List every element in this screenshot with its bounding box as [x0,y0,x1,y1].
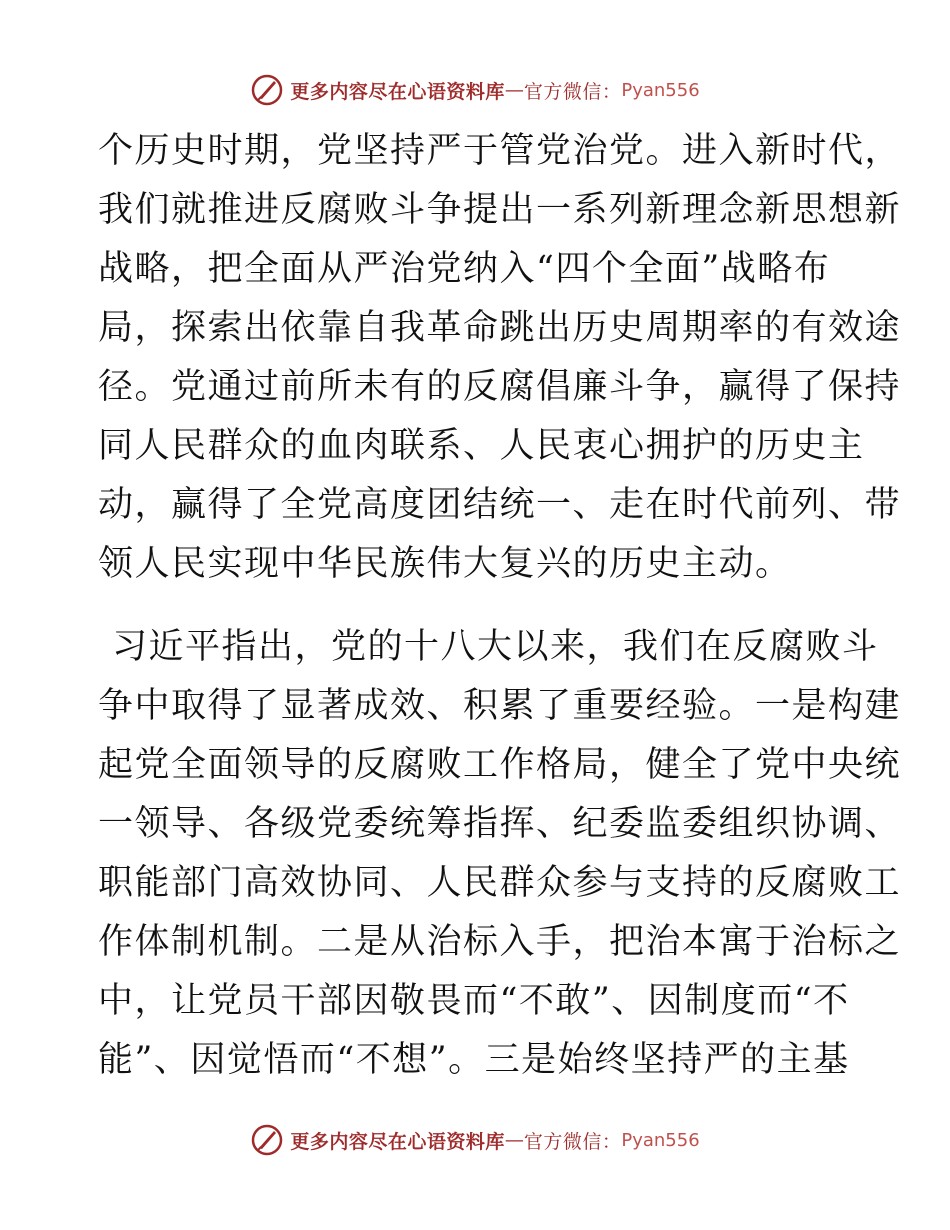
document-body [98,122,902,1090]
text-line: 径。党通过前所未有的反腐倡廉斗争，赢得了保持 [98,367,902,407]
text-line: 领人民实现中华民族伟大复兴的历史主动。 [98,544,792,584]
text-line: 作体制机制。二是从治标入手，把治本寓于治标之 [98,922,902,962]
footer-wechat-label: 官方微信： [523,1130,622,1153]
text-line: 能”、因觉悟而“不想”。三是始终坚持严的主基 [98,1040,850,1080]
footer-site-text: 更多内容尽在心语资料库 [290,1130,505,1153]
text-line: 同人民群众的血肉联系、人民衷心拥护的历史主 [98,426,865,466]
text-line: 起党全面领导的反腐败工作格局，健全了党中央统 [98,745,902,785]
quill-logo-icon [250,73,284,107]
text-line: 职能部门高效协同、人民群众参与支持的反腐败工 [98,863,902,903]
text-line: 动，赢得了全党高度团结统一、走在时代前列、带 [98,485,902,525]
text-line: 战略，把全面从严治党纳入“四个全面”战略布 [98,249,831,289]
quill-logo-icon [250,1123,284,1157]
paragraph-2 [98,618,902,1090]
header-site-text: 更多内容尽在心语资料库 [290,80,505,103]
text-line: 我们就推进反腐败斗争提出一系列新理念新思想新 [98,190,902,230]
header-banner [0,70,950,110]
header-dash: — [504,79,524,101]
text-line: 中，让党员干部因敬畏而“不敢”、因制度而“不 [98,981,850,1021]
footer-wechat-id: Pyan556 [621,1129,700,1151]
footer-dash: — [504,1129,524,1151]
paragraph-gap [98,594,850,618]
footer-banner [0,1120,950,1160]
paragraph-1 [98,122,902,594]
text-line: 一领导、各级党委统筹指挥、纪委监委组织协调、 [98,804,902,844]
text-line: 局，探索出依靠自我革命跳出历史周期率的有效途 [98,308,902,348]
text-line: 争中取得了显著成效、积累了重要经验。一是构建 [98,686,902,726]
text-line: 个历史时期，党坚持严于管党治党。进入新时代， [98,131,902,171]
header-wechat-id: Pyan556 [621,79,700,101]
text-line: 习近平指出，党的十八大以来，我们在反腐败斗 [112,627,879,667]
header-wechat-label: 官方微信： [523,80,622,103]
